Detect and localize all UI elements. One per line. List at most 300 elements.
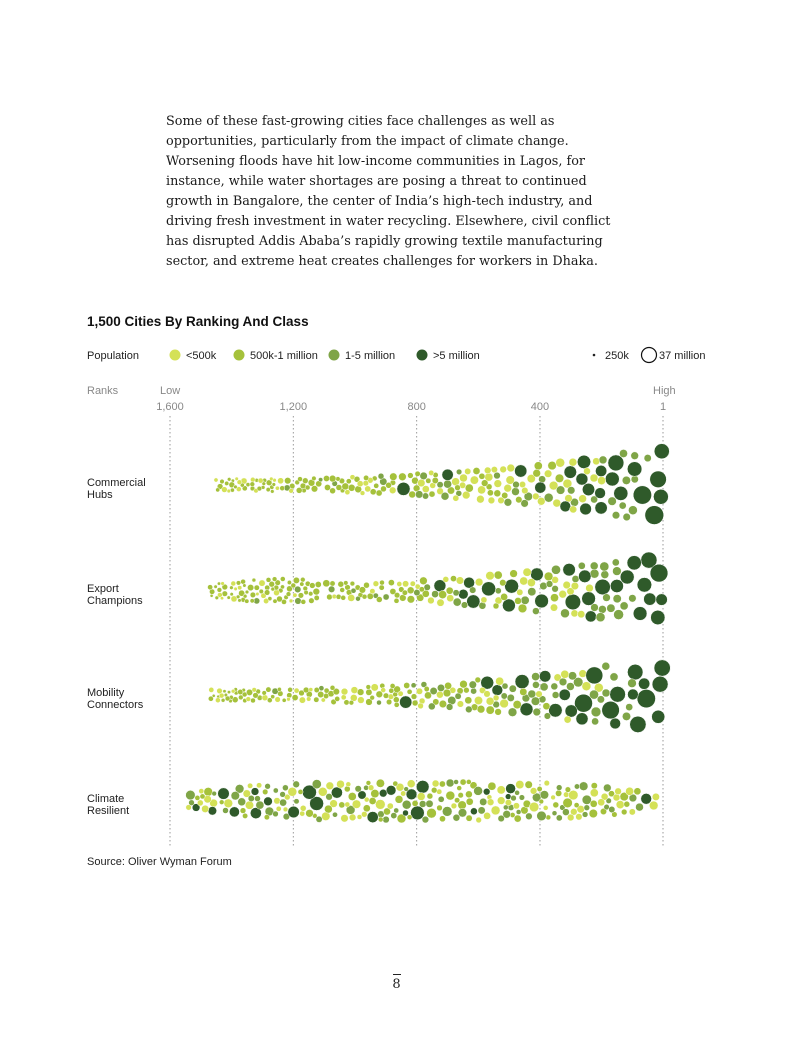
city-dot bbox=[412, 800, 418, 806]
city-dot bbox=[526, 813, 533, 820]
city-dot bbox=[470, 476, 478, 484]
city-dot bbox=[465, 468, 471, 474]
legend-label-3: >5 million bbox=[433, 350, 480, 362]
city-dot bbox=[230, 586, 234, 590]
city-dot bbox=[453, 598, 461, 606]
city-dot bbox=[329, 475, 336, 482]
city-dot bbox=[637, 578, 652, 593]
city-dot bbox=[520, 577, 528, 585]
city-dot bbox=[373, 581, 379, 587]
city-dot bbox=[601, 571, 609, 579]
legend-label-1: 500k-1 million bbox=[250, 350, 318, 362]
page-number-value: 8 bbox=[392, 977, 401, 992]
city-dot bbox=[501, 593, 508, 600]
city-dot bbox=[340, 588, 345, 593]
city-dot bbox=[251, 698, 256, 703]
city-dot bbox=[497, 786, 505, 794]
city-dot bbox=[428, 597, 435, 604]
city-dot bbox=[560, 501, 571, 512]
city-dot bbox=[230, 592, 234, 596]
city-dot bbox=[559, 590, 567, 598]
city-dot bbox=[300, 577, 305, 582]
row-label-0 bbox=[87, 477, 146, 501]
city-dot bbox=[551, 683, 558, 690]
city-dot bbox=[505, 579, 519, 593]
city-dot bbox=[438, 796, 444, 802]
city-dot bbox=[240, 808, 246, 814]
legend-label-2: 1-5 million bbox=[345, 350, 396, 362]
city-dot bbox=[556, 785, 562, 791]
city-dot bbox=[219, 800, 224, 805]
city-dot bbox=[501, 693, 507, 699]
city-dot bbox=[410, 581, 415, 586]
city-dot bbox=[603, 784, 611, 792]
city-dot bbox=[395, 795, 403, 803]
city-dot bbox=[235, 477, 239, 481]
city-dot bbox=[582, 812, 588, 818]
city-dot bbox=[407, 587, 414, 594]
city-dot bbox=[272, 483, 276, 487]
city-dot bbox=[444, 480, 452, 488]
city-dot bbox=[553, 802, 559, 808]
city-dot bbox=[494, 490, 501, 497]
city-dot bbox=[652, 793, 659, 800]
city-dot bbox=[653, 489, 668, 504]
size-legend-large-circle bbox=[642, 348, 657, 363]
city-dot bbox=[458, 792, 464, 798]
city-dot bbox=[486, 571, 495, 580]
city-dot bbox=[305, 485, 310, 490]
city-dot bbox=[313, 588, 320, 595]
city-dot bbox=[221, 582, 225, 586]
city-dot bbox=[199, 789, 204, 794]
city-dot bbox=[370, 489, 376, 495]
city-dot bbox=[610, 673, 618, 681]
city-dot bbox=[370, 695, 375, 700]
city-dot bbox=[453, 495, 459, 501]
city-dot bbox=[236, 581, 241, 586]
city-dot bbox=[336, 485, 342, 491]
city-dot bbox=[376, 779, 384, 787]
city-dot bbox=[186, 805, 192, 811]
city-dot bbox=[314, 697, 319, 702]
city-dot bbox=[265, 783, 271, 789]
city-dot bbox=[238, 689, 243, 694]
city-dot bbox=[637, 689, 655, 707]
legend-label-0: <500k bbox=[186, 350, 217, 362]
city-dot bbox=[197, 800, 203, 806]
city-dot bbox=[624, 801, 630, 807]
axis-tick-label-2: 800 bbox=[407, 401, 426, 413]
legend-swatch-3 bbox=[417, 350, 428, 361]
city-dot bbox=[262, 482, 266, 486]
city-dot bbox=[519, 795, 525, 801]
city-dot bbox=[212, 694, 215, 697]
city-dot bbox=[210, 594, 213, 597]
city-dot bbox=[535, 482, 546, 493]
city-dot bbox=[492, 685, 503, 696]
city-dot bbox=[610, 686, 626, 702]
city-dot bbox=[409, 491, 416, 498]
city-dot bbox=[500, 699, 509, 708]
city-dot bbox=[275, 486, 279, 490]
city-dot bbox=[622, 476, 630, 484]
city-dot bbox=[443, 689, 451, 697]
city-dot bbox=[460, 779, 466, 785]
city-dot bbox=[454, 798, 459, 803]
city-dot bbox=[520, 703, 533, 716]
city-dot bbox=[619, 449, 627, 457]
city-dot bbox=[590, 800, 597, 807]
city-dot bbox=[225, 696, 230, 701]
city-dot bbox=[498, 497, 505, 504]
city-dot bbox=[288, 806, 300, 818]
city-dot bbox=[519, 481, 525, 487]
city-dot bbox=[268, 597, 272, 601]
city-dot bbox=[238, 586, 242, 590]
city-dot bbox=[250, 482, 255, 487]
city-dot bbox=[367, 812, 378, 823]
city-dot bbox=[533, 469, 541, 477]
city-dot bbox=[217, 582, 220, 585]
city-dot bbox=[222, 591, 228, 597]
city-dot bbox=[230, 488, 234, 492]
city-dot bbox=[277, 687, 281, 691]
city-dot bbox=[451, 803, 457, 809]
city-dot bbox=[238, 695, 243, 700]
city-dot bbox=[470, 808, 477, 815]
city-dot bbox=[217, 588, 222, 593]
city-dot bbox=[539, 671, 551, 683]
city-dot bbox=[437, 805, 443, 811]
source-note: Source: Oliver Wyman Forum bbox=[87, 856, 232, 868]
city-dot bbox=[295, 598, 302, 605]
city-dot bbox=[387, 803, 393, 809]
city-dot bbox=[318, 787, 327, 796]
axis-title: Ranks bbox=[87, 385, 119, 397]
axis-tick-label-1: 1,200 bbox=[279, 401, 308, 413]
city-dot bbox=[529, 802, 539, 812]
city-dot bbox=[214, 478, 218, 482]
city-dot bbox=[427, 793, 433, 799]
city-dot bbox=[504, 484, 512, 492]
city-dot bbox=[562, 809, 569, 816]
city-dot bbox=[551, 565, 560, 574]
chart-title: 1,500 Cities By Ranking And Class bbox=[87, 314, 309, 329]
city-dot bbox=[494, 571, 502, 579]
city-dot bbox=[349, 814, 356, 821]
city-dot bbox=[356, 596, 361, 601]
city-dot bbox=[523, 568, 531, 576]
city-dot bbox=[238, 798, 246, 806]
city-dot bbox=[515, 597, 522, 604]
city-dot bbox=[533, 708, 541, 716]
city-dot bbox=[578, 562, 585, 569]
city-dot bbox=[544, 780, 550, 786]
city-dot bbox=[204, 787, 213, 796]
city-dot bbox=[431, 787, 437, 793]
city-dot bbox=[294, 799, 299, 804]
city-dot bbox=[612, 511, 620, 519]
row-0 bbox=[87, 444, 669, 525]
city-dot bbox=[282, 785, 288, 791]
city-dot bbox=[535, 594, 549, 608]
city-dot bbox=[245, 590, 249, 594]
city-dot bbox=[474, 696, 482, 704]
city-dot bbox=[432, 591, 439, 598]
city-dot bbox=[532, 493, 539, 500]
city-dot bbox=[471, 688, 477, 694]
city-dot bbox=[508, 708, 517, 717]
city-dot bbox=[427, 808, 437, 818]
city-dot bbox=[502, 599, 515, 612]
city-dot bbox=[512, 488, 520, 496]
city-dot bbox=[579, 495, 587, 503]
city-dot bbox=[202, 805, 209, 812]
city-dot bbox=[595, 579, 611, 595]
city-dot bbox=[480, 798, 487, 805]
city-dot bbox=[544, 713, 551, 720]
city-dot bbox=[504, 498, 512, 506]
city-dot bbox=[227, 596, 231, 600]
city-dot bbox=[358, 697, 365, 704]
city-dot bbox=[250, 477, 255, 482]
city-dot bbox=[638, 678, 649, 689]
city-dot bbox=[460, 474, 468, 482]
city-dot bbox=[309, 688, 313, 692]
city-dot bbox=[301, 599, 306, 604]
city-dot bbox=[626, 787, 634, 795]
city-dot bbox=[615, 788, 622, 795]
city-dot bbox=[324, 688, 329, 693]
city-dot bbox=[381, 688, 386, 693]
city-dot bbox=[303, 687, 309, 693]
city-dot bbox=[432, 780, 439, 787]
city-dot bbox=[628, 689, 639, 700]
city-dot bbox=[631, 476, 638, 483]
axis-tick-label-3: 400 bbox=[530, 401, 550, 413]
city-dot bbox=[262, 789, 268, 795]
city-dot bbox=[466, 779, 471, 784]
city-dot bbox=[511, 795, 517, 801]
city-dot bbox=[370, 589, 375, 594]
city-dot bbox=[437, 599, 444, 606]
city-dot bbox=[371, 684, 378, 691]
city-dot bbox=[318, 691, 324, 697]
city-dot bbox=[247, 783, 252, 788]
city-dot bbox=[439, 591, 447, 599]
city-dot bbox=[493, 603, 499, 609]
city-dot bbox=[404, 682, 410, 688]
city-dot bbox=[298, 477, 303, 482]
city-dot bbox=[323, 580, 330, 587]
city-dot bbox=[286, 592, 291, 597]
city-dot bbox=[634, 788, 641, 795]
city-dot bbox=[478, 807, 485, 814]
city-dot bbox=[578, 611, 585, 618]
city-dot bbox=[577, 455, 590, 468]
city-dot bbox=[484, 467, 491, 474]
city-dot bbox=[271, 587, 275, 591]
city-dot bbox=[416, 780, 429, 793]
city-dot bbox=[315, 581, 321, 587]
city-dot bbox=[484, 691, 491, 698]
city-dot bbox=[598, 605, 606, 613]
city-rows bbox=[87, 444, 670, 823]
axis-tick-label-4: 1 bbox=[659, 401, 667, 413]
city-dot bbox=[231, 689, 235, 693]
city-dot bbox=[630, 716, 646, 732]
row-label-line: Connectors bbox=[87, 699, 144, 711]
city-dot bbox=[437, 482, 443, 488]
city-dot bbox=[465, 706, 472, 713]
city-dot bbox=[330, 685, 335, 690]
city-dot bbox=[254, 585, 259, 590]
city-dot bbox=[256, 783, 261, 788]
city-dot bbox=[590, 562, 598, 570]
city-dot bbox=[537, 786, 542, 791]
city-dot bbox=[613, 794, 620, 801]
city-dot bbox=[390, 473, 398, 481]
city-dot bbox=[380, 580, 385, 585]
city-dot bbox=[551, 795, 556, 800]
city-dot bbox=[584, 805, 590, 811]
city-dot bbox=[266, 487, 270, 491]
city-dot bbox=[612, 559, 619, 566]
city-dot bbox=[622, 712, 630, 720]
city-dot bbox=[246, 483, 250, 487]
city-dot bbox=[246, 697, 251, 702]
city-dot bbox=[342, 483, 349, 490]
city-dot bbox=[241, 579, 246, 584]
city-dot bbox=[596, 613, 605, 622]
city-dot bbox=[633, 486, 651, 504]
city-dot bbox=[561, 670, 569, 678]
city-dot bbox=[521, 596, 529, 604]
city-dot bbox=[515, 790, 520, 795]
city-dot bbox=[264, 797, 273, 806]
city-dot bbox=[441, 492, 449, 500]
city-dot bbox=[393, 697, 399, 703]
city-dot bbox=[543, 703, 550, 710]
city-dot bbox=[389, 688, 394, 693]
row-label-3 bbox=[87, 793, 129, 817]
city-dot bbox=[600, 562, 609, 571]
city-dot bbox=[515, 465, 527, 477]
city-dot bbox=[223, 808, 229, 814]
city-dot bbox=[544, 572, 553, 581]
city-dot bbox=[338, 581, 344, 587]
city-dot bbox=[223, 690, 226, 693]
city-dot bbox=[513, 803, 519, 809]
city-dot bbox=[415, 471, 420, 476]
city-dot bbox=[500, 579, 507, 586]
city-dot bbox=[355, 786, 362, 793]
city-dot bbox=[654, 444, 669, 459]
city-dot bbox=[474, 786, 483, 795]
city-dot bbox=[494, 480, 502, 488]
city-dot bbox=[590, 789, 598, 797]
city-dot bbox=[424, 692, 431, 699]
city-dot bbox=[312, 780, 321, 789]
city-dot bbox=[251, 788, 259, 796]
city-dot bbox=[571, 610, 578, 617]
city-dot bbox=[439, 781, 445, 787]
city-dot bbox=[507, 694, 514, 701]
city-dot bbox=[453, 590, 459, 596]
city-dot bbox=[633, 607, 647, 621]
city-dot bbox=[341, 688, 348, 695]
city-dot bbox=[364, 797, 369, 802]
city-dot bbox=[411, 694, 417, 700]
city-dot bbox=[556, 815, 562, 821]
city-dot bbox=[283, 807, 288, 812]
city-dot bbox=[503, 805, 508, 810]
city-dot bbox=[621, 809, 627, 815]
city-dot bbox=[397, 581, 402, 586]
city-dot bbox=[481, 480, 488, 487]
city-dot bbox=[243, 594, 247, 598]
city-dot bbox=[331, 787, 342, 798]
row-label-2 bbox=[87, 687, 144, 711]
city-dot bbox=[591, 604, 599, 612]
city-dot bbox=[455, 485, 461, 491]
city-dot bbox=[500, 466, 507, 473]
row-label-1 bbox=[87, 583, 143, 607]
city-dot bbox=[627, 462, 642, 477]
city-dot bbox=[280, 486, 285, 491]
city-dot bbox=[532, 673, 540, 681]
city-dot bbox=[346, 479, 351, 484]
city-dot bbox=[602, 662, 610, 670]
size-legend-small-circle bbox=[593, 354, 596, 357]
city-dot bbox=[645, 506, 664, 525]
city-dot bbox=[404, 787, 409, 792]
city-dot bbox=[548, 461, 557, 470]
city-dot bbox=[304, 590, 309, 595]
city-dot bbox=[227, 489, 231, 493]
city-dot bbox=[599, 456, 607, 464]
city-dot bbox=[330, 581, 335, 586]
city-dot bbox=[543, 805, 548, 810]
page-number-rule bbox=[393, 974, 401, 975]
city-dot bbox=[629, 595, 637, 603]
city-dot bbox=[579, 782, 588, 791]
city-dot bbox=[363, 480, 369, 486]
city-dot bbox=[550, 594, 558, 602]
city-dot bbox=[436, 691, 443, 698]
city-dot bbox=[525, 781, 533, 789]
city-dot bbox=[488, 497, 495, 504]
city-dot bbox=[584, 468, 591, 475]
city-dot bbox=[247, 584, 253, 590]
city-dot bbox=[352, 800, 361, 809]
row-3 bbox=[87, 779, 660, 823]
city-dot bbox=[420, 472, 428, 480]
city-dot bbox=[270, 490, 274, 494]
city-dot bbox=[378, 817, 383, 822]
city-dot bbox=[595, 502, 607, 514]
city-dot bbox=[544, 493, 553, 502]
city-dot bbox=[457, 701, 464, 708]
city-dot bbox=[530, 788, 537, 795]
city-dot bbox=[420, 577, 428, 585]
city-dot bbox=[439, 816, 445, 822]
city-dot bbox=[345, 490, 350, 495]
city-dot bbox=[300, 805, 306, 811]
city-dot bbox=[570, 506, 577, 513]
city-dot bbox=[598, 477, 606, 485]
